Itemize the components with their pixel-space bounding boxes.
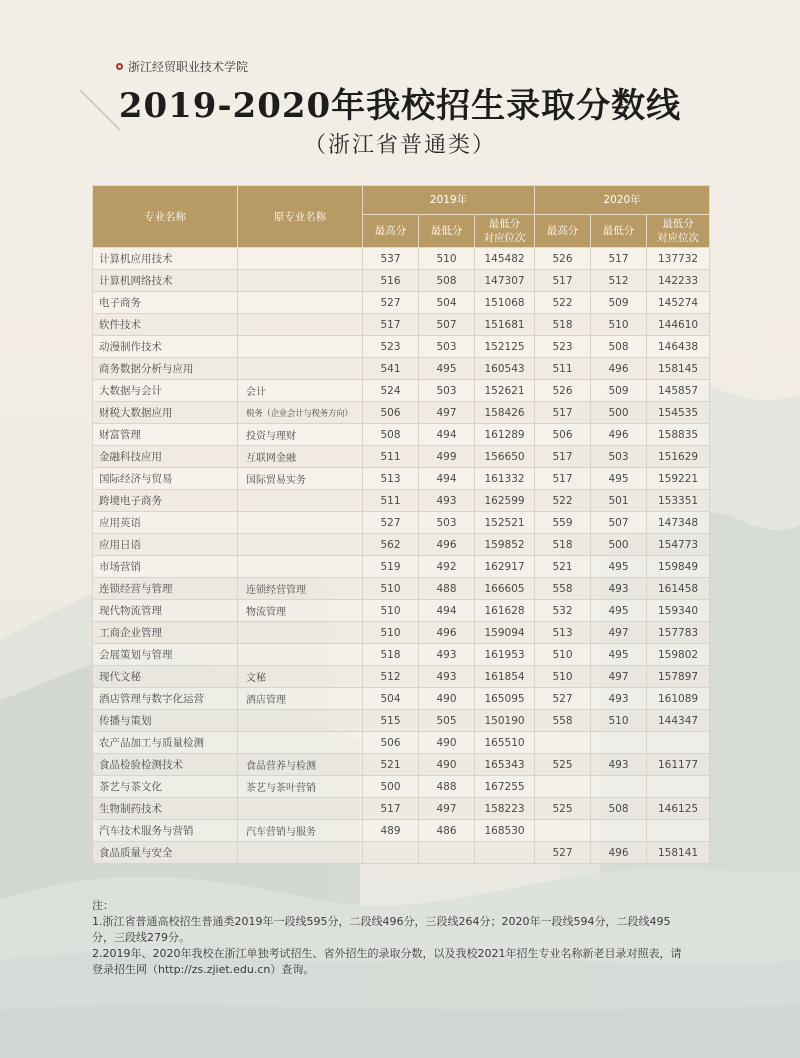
table-row [93,380,710,402]
original-major-name: 互联网金融 [238,446,363,468]
subheader-2020-min: 最低分 [591,215,647,248]
score-2019-max: 506 [363,732,419,754]
subheader-2019-rank: 最低分 对应位次 [475,215,535,248]
rank-2019: 162917 [475,556,535,578]
school-name-text: 浙江经贸职业技术学院 [128,60,249,74]
rank-2019: 156650 [475,446,535,468]
rank-2019: 158426 [475,402,535,424]
score-2020-max: 526 [535,248,591,270]
major-name: 金融科技应用 [93,446,238,468]
score-2020-max [535,732,591,754]
score-2020-min: 501 [591,490,647,512]
original-major-name [238,512,363,534]
score-2020-min: 495 [591,468,647,490]
score-2019-min: 492 [419,556,475,578]
score-2019-max: 506 [363,402,419,424]
score-2019-min: 486 [419,820,475,842]
rank-2019: 152521 [475,512,535,534]
table-row [93,820,710,842]
table-row [93,314,710,336]
score-2019-max: 511 [363,490,419,512]
column-header-2020: 2020年 [535,186,710,215]
original-major-name: 汽车营销与服务 [238,820,363,842]
score-2019-min: 499 [419,446,475,468]
score-2019-min [419,842,475,864]
score-2019-max: 510 [363,622,419,644]
major-name: 现代物流管理 [93,600,238,622]
score-2019-min: 495 [419,358,475,380]
original-major-name [238,732,363,754]
rank-2019: 160543 [475,358,535,380]
rank-2020 [647,732,710,754]
score-2019-max [363,842,419,864]
major-name: 工商企业管理 [93,622,238,644]
score-2020-min: 503 [591,446,647,468]
score-2020-max: 517 [535,402,591,424]
bullet-dot-icon [116,63,123,70]
original-major-name: 茶艺与茶叶营销 [238,776,363,798]
rank-2020: 158835 [647,424,710,446]
rank-2019: 159852 [475,534,535,556]
original-major-name: 酒店管理 [238,688,363,710]
major-name: 生物制药技术 [93,798,238,820]
rank-2019: 159094 [475,622,535,644]
score-2020-max: 517 [535,468,591,490]
major-name: 市场营销 [93,556,238,578]
score-2020-min: 496 [591,424,647,446]
score-2019-max: 527 [363,292,419,314]
major-name: 汽车技术服务与营销 [93,820,238,842]
score-2019-min: 496 [419,534,475,556]
score-2019-min: 494 [419,600,475,622]
column-header-2019: 2019年 [363,186,535,215]
score-2020-max [535,776,591,798]
major-name: 跨境电子商务 [93,490,238,512]
column-header-major: 专业名称 [93,186,238,248]
score-2019-max: 541 [363,358,419,380]
original-major-name: 投资与理财 [238,424,363,446]
score-2020-max: 522 [535,490,591,512]
column-header-original-major: 原专业名称 [238,186,363,248]
score-2020-min: 510 [591,314,647,336]
score-2019-max: 510 [363,600,419,622]
table-row [93,468,710,490]
table-row [93,666,710,688]
table-row [93,732,710,754]
table-row [93,336,710,358]
score-2020-min: 495 [591,600,647,622]
rank-2019: 161953 [475,644,535,666]
rank-2019: 147307 [475,270,535,292]
score-2019-min: 508 [419,270,475,292]
score-2019-min: 503 [419,512,475,534]
score-2020-max: 558 [535,710,591,732]
score-2020-min: 508 [591,798,647,820]
score-2019-min: 507 [419,314,475,336]
major-name: 商务数据分析与应用 [93,358,238,380]
score-2020-max: 511 [535,358,591,380]
major-name: 酒店管理与数字化运营 [93,688,238,710]
score-2019-min: 493 [419,666,475,688]
score-2019-min: 488 [419,578,475,600]
note-1-line-2: 分，三段线279分。 [92,931,190,944]
note-1-line-1: 1.浙江省普通高校招生普通类2019年一段线595分，二段线496分，三段线264分；2020年一段线594分，二段线495 [92,915,671,928]
rank-2019: 151068 [475,292,535,314]
score-2020-min: 507 [591,512,647,534]
original-major-name [238,710,363,732]
score-2020-max: 522 [535,292,591,314]
table-row [93,402,710,424]
score-2020-min: 517 [591,248,647,270]
rank-2020: 159340 [647,600,710,622]
rank-2020: 137732 [647,248,710,270]
rank-2020: 146125 [647,798,710,820]
rank-2020: 159802 [647,644,710,666]
score-2020-min: 493 [591,578,647,600]
rank-2020: 144610 [647,314,710,336]
score-2019-min: 505 [419,710,475,732]
table-row [93,248,710,270]
table-row [93,622,710,644]
subheader-2019-max: 最高分 [363,215,419,248]
rank-2020: 146438 [647,336,710,358]
note-2-line-2: 登录招生网（http://zs.zjiet.edu.cn）查询。 [92,963,315,976]
original-major-name: 食品营养与检测 [238,754,363,776]
score-2019-min: 490 [419,732,475,754]
score-2020-max: 521 [535,556,591,578]
major-name: 动漫制作技术 [93,336,238,358]
score-2019-min: 504 [419,292,475,314]
rank-2020: 159849 [647,556,710,578]
rank-2020: 161089 [647,688,710,710]
score-2019-max: 510 [363,578,419,600]
score-2020-min: 497 [591,666,647,688]
score-2019-min: 488 [419,776,475,798]
subheader-2019-min: 最低分 [419,215,475,248]
table-row [93,710,710,732]
rank-2019: 162599 [475,490,535,512]
score-2019-min: 490 [419,688,475,710]
original-major-name: 会计 [238,380,363,402]
rank-2020: 142233 [647,270,710,292]
score-2020-min: 496 [591,358,647,380]
score-2019-max: 527 [363,512,419,534]
score-2019-min: 490 [419,754,475,776]
score-2019-max: 508 [363,424,419,446]
rank-2020 [647,820,710,842]
score-2019-min: 497 [419,402,475,424]
score-2020-max: 518 [535,534,591,556]
original-major-name [238,490,363,512]
rank-2019: 166605 [475,578,535,600]
rank-2020: 145274 [647,292,710,314]
notes-section [92,898,732,978]
major-name: 茶艺与茶文化 [93,776,238,798]
notes-heading: 注： [92,899,114,912]
original-major-name [238,336,363,358]
page-subtitle: （浙江省普通类） [303,133,496,158]
original-major-name [238,842,363,864]
score-2019-max: 521 [363,754,419,776]
score-2020-min [591,776,647,798]
table-row [93,688,710,710]
original-major-name [238,644,363,666]
table-row [93,644,710,666]
major-name: 电子商务 [93,292,238,314]
score-2019-min: 493 [419,490,475,512]
table-row [93,490,710,512]
original-major-name: 国际贸易实务 [238,468,363,490]
major-name: 现代文秘 [93,666,238,688]
original-major-name: 物流管理 [238,600,363,622]
score-2020-min: 510 [591,710,647,732]
score-2019-min: 493 [419,644,475,666]
score-2019-max: 513 [363,468,419,490]
table-row [93,754,710,776]
score-2020-min: 509 [591,292,647,314]
score-2020-max: 510 [535,666,591,688]
score-2020-min: 495 [591,556,647,578]
rank-2020: 153351 [647,490,710,512]
score-2020-max: 517 [535,270,591,292]
major-name: 食品质量与安全 [93,842,238,864]
rank-2019: 161332 [475,468,535,490]
major-name: 传播与策划 [93,710,238,732]
table-row [93,292,710,314]
score-2019-max: 517 [363,314,419,336]
rank-2020: 159221 [647,468,710,490]
score-2020-min: 495 [591,644,647,666]
major-name: 国际经济与贸易 [93,468,238,490]
original-major-name [238,622,363,644]
score-2020-min: 512 [591,270,647,292]
table-row [93,556,710,578]
original-major-name [238,248,363,270]
subheader-2020-rank: 最低分 对应位次 [647,215,710,248]
rank-2020 [647,776,710,798]
rank-2020: 161177 [647,754,710,776]
original-major-name [238,270,363,292]
major-name: 财税大数据应用 [93,402,238,424]
score-2019-max: 523 [363,336,419,358]
score-2019-max: 511 [363,446,419,468]
original-major-name [238,798,363,820]
score-2019-max: 516 [363,270,419,292]
table-row [93,842,710,864]
score-2019-max: 515 [363,710,419,732]
table-row [93,270,710,292]
table-row [93,776,710,798]
table-row [93,798,710,820]
score-2019-max: 518 [363,644,419,666]
table-row [93,424,710,446]
score-2020-min: 493 [591,688,647,710]
rank-2019: 152125 [475,336,535,358]
rank-2020: 157897 [647,666,710,688]
major-name: 食品检验检测技术 [93,754,238,776]
score-2020-max: 525 [535,754,591,776]
rank-2019: 161854 [475,666,535,688]
rank-2019: 165095 [475,688,535,710]
score-2020-min: 508 [591,336,647,358]
score-2019-min: 510 [419,248,475,270]
score-2020-min: 500 [591,534,647,556]
rank-2019: 161289 [475,424,535,446]
major-name: 计算机网络技术 [93,270,238,292]
score-2020-min [591,820,647,842]
score-2020-max: 506 [535,424,591,446]
score-2019-max: 562 [363,534,419,556]
score-2019-min: 496 [419,622,475,644]
original-major-name [238,358,363,380]
score-2020-max: 510 [535,644,591,666]
table-row [93,512,710,534]
score-2019-max: 500 [363,776,419,798]
score-2019-min: 494 [419,468,475,490]
score-2020-max: 532 [535,600,591,622]
score-2020-max: 523 [535,336,591,358]
rank-2020: 158141 [647,842,710,864]
original-major-name [238,534,363,556]
score-2019-min: 494 [419,424,475,446]
table-row [93,358,710,380]
score-2019-max: 504 [363,688,419,710]
score-2019-max: 512 [363,666,419,688]
score-2019-min: 503 [419,336,475,358]
major-name: 应用英语 [93,512,238,534]
rank-2019 [475,842,535,864]
score-2020-max [535,820,591,842]
score-2020-min: 509 [591,380,647,402]
score-2019-max: 517 [363,798,419,820]
rank-2019: 168530 [475,820,535,842]
rank-2019: 145482 [475,248,535,270]
rank-2019: 150190 [475,710,535,732]
score-2020-max: 559 [535,512,591,534]
score-2020-max: 525 [535,798,591,820]
table-body [93,248,710,864]
score-2020-min: 500 [591,402,647,424]
rank-2020: 154773 [647,534,710,556]
score-2020-max: 517 [535,446,591,468]
major-name: 财富管理 [93,424,238,446]
score-2019-max: 519 [363,556,419,578]
rank-2020: 151629 [647,446,710,468]
score-2019-max: 537 [363,248,419,270]
rank-2020: 154535 [647,402,710,424]
original-major-name: 税务（企业会计与税务方向） [238,402,363,424]
table-row [93,446,710,468]
rank-2020: 157783 [647,622,710,644]
original-major-name [238,556,363,578]
rank-2019: 151681 [475,314,535,336]
rank-2019: 167255 [475,776,535,798]
score-2020-min: 493 [591,754,647,776]
rank-2020: 147348 [647,512,710,534]
original-major-name: 连锁经营管理 [238,578,363,600]
major-name: 会展策划与管理 [93,644,238,666]
rank-2019: 152621 [475,380,535,402]
note-2-line-1: 2.2019年、2020年我校在浙江单独考试招生、省外招生的录取分数，以及我校2021年招生专业名称新老目录对照表，请 [92,947,682,960]
rank-2020: 161458 [647,578,710,600]
score-2019-min: 497 [419,798,475,820]
rank-2019: 165343 [475,754,535,776]
score-2020-max: 526 [535,380,591,402]
score-2020-min [591,732,647,754]
score-2020-max: 558 [535,578,591,600]
original-major-name: 文秘 [238,666,363,688]
subheader-2020-max: 最高分 [535,215,591,248]
rank-2019: 158223 [475,798,535,820]
score-2020-min: 496 [591,842,647,864]
major-name: 农产品加工与质量检测 [93,732,238,754]
score-2020-max: 527 [535,842,591,864]
school-name [116,58,248,75]
score-2019-min: 503 [419,380,475,402]
score-2019-max: 524 [363,380,419,402]
score-2020-min: 497 [591,622,647,644]
rank-2020: 145857 [647,380,710,402]
page-title: 2019-2020年我校招生录取分数线 [118,86,682,126]
rank-2019: 165510 [475,732,535,754]
admission-scores-table [92,185,710,864]
table-row [93,600,710,622]
table-row [93,534,710,556]
table-row [93,578,710,600]
major-name: 软件技术 [93,314,238,336]
major-name: 连锁经营与管理 [93,578,238,600]
major-name: 应用日语 [93,534,238,556]
score-2020-max: 518 [535,314,591,336]
rank-2020: 158145 [647,358,710,380]
rank-2019: 161628 [475,600,535,622]
original-major-name [238,292,363,314]
rank-2020: 144347 [647,710,710,732]
score-2019-max: 489 [363,820,419,842]
original-major-name [238,314,363,336]
major-name: 计算机应用技术 [93,248,238,270]
major-name: 大数据与会计 [93,380,238,402]
score-2020-max: 513 [535,622,591,644]
score-2020-max: 527 [535,688,591,710]
